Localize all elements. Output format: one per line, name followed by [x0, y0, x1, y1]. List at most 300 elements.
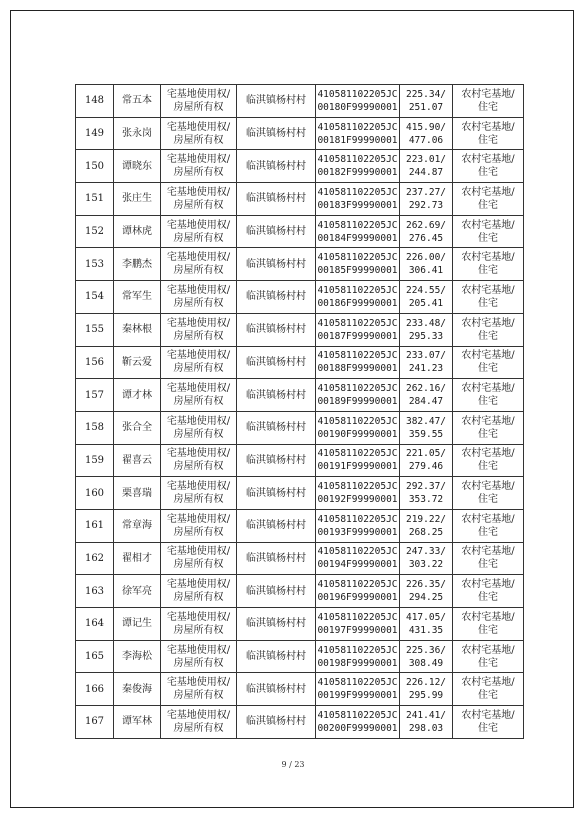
land-use [453, 379, 524, 412]
table-row [76, 150, 524, 183]
row-number: 166 [76, 673, 114, 706]
right-type [161, 379, 237, 412]
location: 临淇镇杨村村 [237, 640, 316, 673]
area-line1: 237.27/ [405, 186, 447, 198]
right-type-line2: 房屋所有权 [173, 232, 224, 244]
area-line2: 244.87 [408, 167, 444, 179]
land-use-line1: 农村宅基地/ [461, 611, 515, 623]
location: 临淇镇杨村村 [237, 509, 316, 542]
right-type [161, 444, 237, 477]
parcel-code [316, 248, 400, 281]
parcel-code-line2: 00191F99990001 [317, 461, 398, 473]
right-type-line2: 房屋所有权 [173, 657, 224, 669]
area [400, 183, 453, 216]
area [400, 346, 453, 379]
owner-name: 翟喜云 [114, 444, 161, 477]
owner-name: 李鹏杰 [114, 248, 161, 281]
land-use-line2: 住宅 [478, 428, 498, 440]
area-line1: 241.41/ [405, 709, 447, 721]
area-line2: 276.45 [408, 232, 444, 244]
right-type-line2: 房屋所有权 [173, 134, 224, 146]
parcel-code [316, 411, 400, 444]
parcel-code [316, 150, 400, 183]
area [400, 411, 453, 444]
parcel-code-line2: 00182F99990001 [317, 167, 398, 179]
right-type-line1: 宅基地使用权/ [166, 579, 231, 591]
area-line2: 353.72 [408, 494, 444, 506]
row-number: 163 [76, 575, 114, 608]
right-type [161, 640, 237, 673]
right-type [161, 85, 237, 118]
land-use-line2: 住宅 [478, 330, 498, 342]
parcel-code [316, 379, 400, 412]
area-line1: 225.36/ [405, 644, 447, 656]
land-use-line2: 住宅 [478, 592, 498, 604]
parcel-code-line2: 00200F99990001 [317, 722, 398, 734]
land-use [453, 477, 524, 510]
table-row [76, 215, 524, 248]
parcel-code-line2: 00181F99990001 [317, 134, 398, 146]
parcel-code [316, 183, 400, 216]
area-line1: 247.33/ [405, 546, 447, 558]
row-number: 155 [76, 313, 114, 346]
table-row [76, 411, 524, 444]
right-type-line1: 宅基地使用权/ [166, 252, 231, 264]
parcel-code-line2: 00190F99990001 [317, 428, 398, 440]
right-type-line1: 宅基地使用权/ [166, 350, 231, 362]
land-use-line1: 农村宅基地/ [461, 284, 515, 296]
right-type-line2: 房屋所有权 [173, 624, 224, 636]
parcel-code-line1: 410581102205JC [317, 154, 398, 166]
right-type-line2: 房屋所有权 [173, 297, 224, 309]
area [400, 509, 453, 542]
area-line1: 221.05/ [405, 448, 447, 460]
land-use-line1: 农村宅基地/ [461, 709, 515, 721]
owner-name: 翟相才 [114, 542, 161, 575]
parcel-code-line1: 410581102205JC [317, 88, 398, 100]
owner-name: 谭林虎 [114, 215, 161, 248]
land-use [453, 640, 524, 673]
location: 临淇镇杨村村 [237, 477, 316, 510]
right-type [161, 150, 237, 183]
land-use [453, 313, 524, 346]
owner-name: 张合全 [114, 411, 161, 444]
right-type-line1: 宅基地使用权/ [166, 448, 231, 460]
area-line2: 295.33 [408, 330, 444, 342]
land-use-line1: 农村宅基地/ [461, 579, 515, 591]
table-row [76, 575, 524, 608]
area [400, 248, 453, 281]
row-number: 165 [76, 640, 114, 673]
table-row [76, 248, 524, 281]
right-type [161, 608, 237, 641]
location: 临淇镇杨村村 [237, 346, 316, 379]
parcel-code-line1: 410581102205JC [317, 284, 398, 296]
row-number: 159 [76, 444, 114, 477]
right-type-line1: 宅基地使用权/ [166, 219, 231, 231]
land-use [453, 542, 524, 575]
row-number: 160 [76, 477, 114, 510]
parcel-code-line1: 410581102205JC [317, 252, 398, 264]
row-number: 153 [76, 248, 114, 281]
location: 临淇镇杨村村 [237, 411, 316, 444]
land-use-line1: 农村宅基地/ [461, 121, 515, 133]
parcel-code [316, 509, 400, 542]
land-use-line2: 住宅 [478, 101, 498, 113]
area-line2: 292.73 [408, 199, 444, 211]
right-type [161, 281, 237, 314]
area [400, 85, 453, 118]
area-line2: 294.25 [408, 592, 444, 604]
owner-name: 靳云爱 [114, 346, 161, 379]
right-type [161, 542, 237, 575]
table-row [76, 117, 524, 150]
table-row [76, 85, 524, 118]
area-line2: 431.35 [408, 624, 444, 636]
parcel-code [316, 313, 400, 346]
parcel-code-line1: 410581102205JC [317, 481, 398, 493]
area [400, 215, 453, 248]
parcel-code-line2: 00180F99990001 [317, 101, 398, 113]
location: 临淇镇杨村村 [237, 183, 316, 216]
row-number: 150 [76, 150, 114, 183]
area [400, 117, 453, 150]
owner-name: 谭晓东 [114, 150, 161, 183]
right-type-line1: 宅基地使用权/ [166, 611, 231, 623]
parcel-code-line2: 00193F99990001 [317, 526, 398, 538]
table-row [76, 706, 524, 739]
land-use-line2: 住宅 [478, 461, 498, 473]
right-type-line2: 房屋所有权 [173, 592, 224, 604]
land-use-line1: 农村宅基地/ [461, 252, 515, 264]
right-type-line1: 宅基地使用权/ [166, 284, 231, 296]
area [400, 575, 453, 608]
parcel-code-line1: 410581102205JC [317, 546, 398, 558]
row-number: 148 [76, 85, 114, 118]
land-use [453, 85, 524, 118]
row-number: 149 [76, 117, 114, 150]
page-number: 9 / 23 [281, 760, 305, 769]
area-line1: 226.12/ [405, 677, 447, 689]
table-row [76, 379, 524, 412]
location: 临淇镇杨村村 [237, 706, 316, 739]
land-use-line2: 住宅 [478, 722, 498, 734]
right-type [161, 706, 237, 739]
parcel-code [316, 542, 400, 575]
parcel-code-line2: 00198F99990001 [317, 657, 398, 669]
land-use-line1: 农村宅基地/ [461, 481, 515, 493]
owner-name: 常五本 [114, 85, 161, 118]
right-type [161, 509, 237, 542]
area-line1: 233.07/ [405, 350, 447, 362]
location: 临淇镇杨村村 [237, 85, 316, 118]
row-number: 152 [76, 215, 114, 248]
parcel-code-line2: 00184F99990001 [317, 232, 398, 244]
table-row [76, 313, 524, 346]
registry-table [75, 84, 524, 739]
area-line2: 279.46 [408, 461, 444, 473]
land-use-line2: 住宅 [478, 297, 498, 309]
table-row [76, 542, 524, 575]
land-use-line1: 农村宅基地/ [461, 415, 515, 427]
parcel-code [316, 640, 400, 673]
row-number: 157 [76, 379, 114, 412]
area-line2: 359.55 [408, 428, 444, 440]
area-line1: 226.00/ [405, 252, 447, 264]
land-use-line1: 农村宅基地/ [461, 154, 515, 166]
right-type-line1: 宅基地使用权/ [166, 121, 231, 133]
land-use-line2: 住宅 [478, 396, 498, 408]
owner-name: 谭记生 [114, 608, 161, 641]
owner-name: 张庄生 [114, 183, 161, 216]
right-type [161, 215, 237, 248]
area [400, 477, 453, 510]
right-type-line2: 房屋所有权 [173, 559, 224, 571]
right-type-line2: 房屋所有权 [173, 526, 224, 538]
right-type-line1: 宅基地使用权/ [166, 709, 231, 721]
area-line1: 223.01/ [405, 154, 447, 166]
right-type [161, 477, 237, 510]
land-use-line2: 住宅 [478, 494, 498, 506]
owner-name: 栗喜瑞 [114, 477, 161, 510]
land-use [453, 248, 524, 281]
row-number: 164 [76, 608, 114, 641]
area-line1: 224.55/ [405, 284, 447, 296]
parcel-code-line1: 410581102205JC [317, 121, 398, 133]
right-type-line2: 房屋所有权 [173, 265, 224, 277]
parcel-code-line1: 410581102205JC [317, 415, 398, 427]
right-type [161, 575, 237, 608]
parcel-code-line2: 00186F99990001 [317, 297, 398, 309]
land-use-line1: 农村宅基地/ [461, 88, 515, 100]
right-type [161, 411, 237, 444]
parcel-code-line2: 00196F99990001 [317, 592, 398, 604]
area [400, 444, 453, 477]
parcel-code [316, 477, 400, 510]
land-use-line1: 农村宅基地/ [461, 448, 515, 460]
area-line1: 292.37/ [405, 481, 447, 493]
location: 临淇镇杨村村 [237, 150, 316, 183]
land-use-line2: 住宅 [478, 134, 498, 146]
land-use-line2: 住宅 [478, 657, 498, 669]
area-line1: 262.16/ [405, 383, 447, 395]
area-line1: 382.47/ [405, 415, 447, 427]
land-use-line1: 农村宅基地/ [461, 677, 515, 689]
right-type [161, 183, 237, 216]
right-type-line1: 宅基地使用权/ [166, 513, 231, 525]
parcel-code-line2: 00183F99990001 [317, 199, 398, 211]
area-line2: 477.06 [408, 134, 444, 146]
right-type-line1: 宅基地使用权/ [166, 546, 231, 558]
area-line1: 417.05/ [405, 611, 447, 623]
parcel-code-line1: 410581102205JC [317, 350, 398, 362]
parcel-code-line2: 00199F99990001 [317, 690, 398, 702]
table-row [76, 444, 524, 477]
area-line2: 306.41 [408, 265, 444, 277]
right-type-line2: 房屋所有权 [173, 722, 224, 734]
parcel-code-line1: 410581102205JC [317, 317, 398, 329]
area [400, 150, 453, 183]
land-use [453, 411, 524, 444]
area [400, 608, 453, 641]
area-line2: 308.49 [408, 657, 444, 669]
land-use [453, 281, 524, 314]
land-use-line1: 农村宅基地/ [461, 186, 515, 198]
parcel-code [316, 117, 400, 150]
area-line1: 219.22/ [405, 513, 447, 525]
location: 临淇镇杨村村 [237, 281, 316, 314]
parcel-code-line1: 410581102205JC [317, 513, 398, 525]
table-row [76, 346, 524, 379]
right-type-line1: 宅基地使用权/ [166, 677, 231, 689]
table-row [76, 477, 524, 510]
right-type-line2: 房屋所有权 [173, 461, 224, 473]
row-number: 154 [76, 281, 114, 314]
row-number: 158 [76, 411, 114, 444]
right-type [161, 117, 237, 150]
parcel-code-line1: 410581102205JC [317, 219, 398, 231]
right-type-line1: 宅基地使用权/ [166, 481, 231, 493]
land-use-line2: 住宅 [478, 265, 498, 277]
area-line1: 233.48/ [405, 317, 447, 329]
parcel-code-line2: 00189F99990001 [317, 396, 398, 408]
parcel-code [316, 608, 400, 641]
parcel-code-line1: 410581102205JC [317, 611, 398, 623]
owner-name: 徐军亮 [114, 575, 161, 608]
parcel-code [316, 215, 400, 248]
parcel-code-line1: 410581102205JC [317, 186, 398, 198]
row-number: 162 [76, 542, 114, 575]
area-line2: 295.99 [408, 690, 444, 702]
area-line2: 205.41 [408, 297, 444, 309]
land-use-line2: 住宅 [478, 526, 498, 538]
parcel-code [316, 575, 400, 608]
right-type [161, 248, 237, 281]
owner-name: 张永岗 [114, 117, 161, 150]
land-use [453, 575, 524, 608]
location: 临淇镇杨村村 [237, 542, 316, 575]
table-row [76, 673, 524, 706]
area [400, 379, 453, 412]
area [400, 313, 453, 346]
parcel-code-line2: 00185F99990001 [317, 265, 398, 277]
table-row [76, 608, 524, 641]
parcel-code-line2: 00194F99990001 [317, 559, 398, 571]
area-line1: 262.69/ [405, 219, 447, 231]
land-use [453, 117, 524, 150]
right-type-line2: 房屋所有权 [173, 330, 224, 342]
table-row [76, 183, 524, 216]
owner-name: 谭军林 [114, 706, 161, 739]
right-type-line2: 房屋所有权 [173, 690, 224, 702]
right-type-line2: 房屋所有权 [173, 396, 224, 408]
right-type-line2: 房屋所有权 [173, 428, 224, 440]
owner-name: 秦林根 [114, 313, 161, 346]
area [400, 542, 453, 575]
parcel-code [316, 281, 400, 314]
owner-name: 秦俊海 [114, 673, 161, 706]
location: 临淇镇杨村村 [237, 313, 316, 346]
land-use-line1: 农村宅基地/ [461, 546, 515, 558]
owner-name: 谭才林 [114, 379, 161, 412]
land-use [453, 346, 524, 379]
location: 临淇镇杨村村 [237, 608, 316, 641]
parcel-code [316, 85, 400, 118]
parcel-code-line2: 00192F99990001 [317, 494, 398, 506]
right-type [161, 673, 237, 706]
location: 临淇镇杨村村 [237, 575, 316, 608]
right-type [161, 346, 237, 379]
parcel-code-line1: 410581102205JC [317, 448, 398, 460]
parcel-code-line2: 00187F99990001 [317, 330, 398, 342]
area-line2: 241.23 [408, 363, 444, 375]
parcel-code [316, 444, 400, 477]
land-use [453, 444, 524, 477]
location: 临淇镇杨村村 [237, 215, 316, 248]
right-type-line2: 房屋所有权 [173, 199, 224, 211]
area-line2: 298.03 [408, 722, 444, 734]
location: 临淇镇杨村村 [237, 379, 316, 412]
land-use [453, 608, 524, 641]
location: 临淇镇杨村村 [237, 673, 316, 706]
location: 临淇镇杨村村 [237, 117, 316, 150]
area-line2: 303.22 [408, 559, 444, 571]
land-use-line2: 住宅 [478, 559, 498, 571]
row-number: 167 [76, 706, 114, 739]
right-type-line1: 宅基地使用权/ [166, 415, 231, 427]
area-line2: 251.07 [408, 101, 444, 113]
land-use-line1: 农村宅基地/ [461, 317, 515, 329]
right-type-line2: 房屋所有权 [173, 363, 224, 375]
parcel-code [316, 673, 400, 706]
parcel-code-line1: 410581102205JC [317, 383, 398, 395]
land-use [453, 215, 524, 248]
land-use-line1: 农村宅基地/ [461, 644, 515, 656]
row-number: 151 [76, 183, 114, 216]
land-use [453, 183, 524, 216]
land-use-line1: 农村宅基地/ [461, 219, 515, 231]
parcel-code-line1: 410581102205JC [317, 644, 398, 656]
area-line2: 284.47 [408, 396, 444, 408]
area-line2: 268.25 [408, 526, 444, 538]
parcel-code-line1: 410581102205JC [317, 579, 398, 591]
owner-name: 常军生 [114, 281, 161, 314]
table-row [76, 509, 524, 542]
right-type-line2: 房屋所有权 [173, 101, 224, 113]
parcel-code-line1: 410581102205JC [317, 677, 398, 689]
parcel-code-line1: 410581102205JC [317, 709, 398, 721]
parcel-code [316, 706, 400, 739]
area [400, 281, 453, 314]
right-type [161, 313, 237, 346]
table-row [76, 281, 524, 314]
land-use [453, 673, 524, 706]
land-use-line2: 住宅 [478, 167, 498, 179]
area-line1: 415.90/ [405, 121, 447, 133]
area [400, 640, 453, 673]
table-row [76, 640, 524, 673]
owner-name: 李海松 [114, 640, 161, 673]
land-use-line2: 住宅 [478, 232, 498, 244]
parcel-code-line2: 00197F99990001 [317, 624, 398, 636]
land-use-line1: 农村宅基地/ [461, 350, 515, 362]
land-use [453, 509, 524, 542]
land-use-line2: 住宅 [478, 690, 498, 702]
row-number: 156 [76, 346, 114, 379]
right-type-line1: 宅基地使用权/ [166, 154, 231, 166]
right-type-line1: 宅基地使用权/ [166, 186, 231, 198]
area [400, 706, 453, 739]
